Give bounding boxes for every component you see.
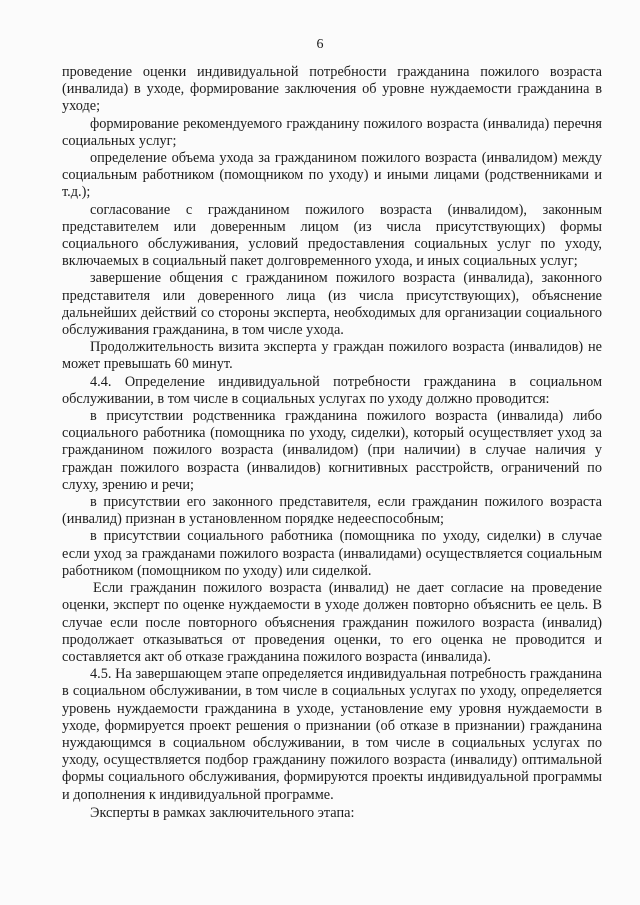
paragraph-completion: завершение общения с гражданином пожилого возраста (инвалида), законного представителя или доверенного лица (из числа присутствующих), объяснение дальнейших действий со стороны эксперта, необходимых для организации социального обслуживания гражданина, в том числе ухода. (62, 270, 602, 339)
document-body (62, 64, 602, 822)
paragraph-legal-representative: в присутствии его законного представителя, если гражданин пожилого возраста (инвалид) признан в установленном порядке недееспособным; (62, 494, 602, 528)
paragraph-care-volume: определение объема ухода за гражданином пожилого возраста (инвалидом) между социальным работником (помощником по уходу) и иными лицами (родственниками и т.д.); (62, 150, 602, 201)
paragraph-recommended-services: формирование рекомендуемого гражданину пожилого возраста (инвалида) перечня социальных услуг; (62, 115, 602, 149)
paragraph-section-4-5: 4.5. На завершающем этапе определяется индивидуальная потребность гражданина в социальном обслуживании, в том числе в социальных услугах по уходу, определяется уровень нуждаемости гражданина в уходе, установление ему уровня нуждаемости в уходе, формируется проект решения о признании (об отказе в признании) гражданина нуждающимся в социальном обслуживании, в том числе в социальных услугах по уходу, осуществляется подбор гражданину пожилого возраста (инвалиду) оптимальной формы социального обслуживания, формируются проекты индивидуальной программы и дополнения к индивидуальной программе. (62, 666, 602, 803)
paragraph-section-4-4: 4.4. Определение индивидуальной потребности гражданина в социальном обслуживании, в том числе в социальных услугах по уходу должно проводится: (62, 373, 602, 407)
page-number: 6 (316, 37, 324, 52)
paragraph-assessment-continued: проведение оценки индивидуальной потребности гражданина пожилого возраста (инвалида) в уходе, формирование заключения об уровне нуждаемости гражданина в уходе; (62, 64, 602, 115)
paragraph-agreement: согласование с гражданином пожилого возраста (инвалидом), законным представителем или доверенным лицом (из числа присутствующих) формы социального обслуживания, условий предоставления социальных услуг по уходу, включаемых в социальный пакет долговременного ухода, и иных социальных услуг; (62, 201, 602, 270)
paragraph-visit-duration: Продолжительность визита эксперта у граждан пожилого возраста (инвалидов) не может превышать 60 минут. (62, 339, 602, 373)
paragraph-final-stage: Эксперты в рамках заключительного этапа: (90, 804, 355, 821)
paragraph-refusal: Если гражданин пожилого возраста (инвалид) не дает согласие на проведение оценки, эксперт по оценке нуждаемости в уходе должен повторно объяснить ее цель. В случае если после повторного объяснения гражданин пожилого возраста (инвалид) продолжает отказываться от проведения оценки, то его оценка не проводится и составляется акт об отказе гражданина пожилого возраста (инвалида). (62, 580, 602, 665)
paragraph-social-worker-presence: в присутствии социального работника (помощника по уходу, сиделки) в случае если уход за гражданами пожилого возраста (инвалидами) осуществляется социальным работником (помощником по уходу) или сиделкой. (62, 528, 602, 579)
paragraph-relative-presence: в присутствии родственника гражданина пожилого возраста (инвалида) либо социального работника (помощника по уходу, сиделки), который осуществляет уход за гражданином пожилого возраста (инвалидом) (при наличии) в случае наличия у граждан пожилого возраста (инвалидов) когнитивных расстройств, ограничений по слуху, зрению и речи; (62, 408, 602, 493)
